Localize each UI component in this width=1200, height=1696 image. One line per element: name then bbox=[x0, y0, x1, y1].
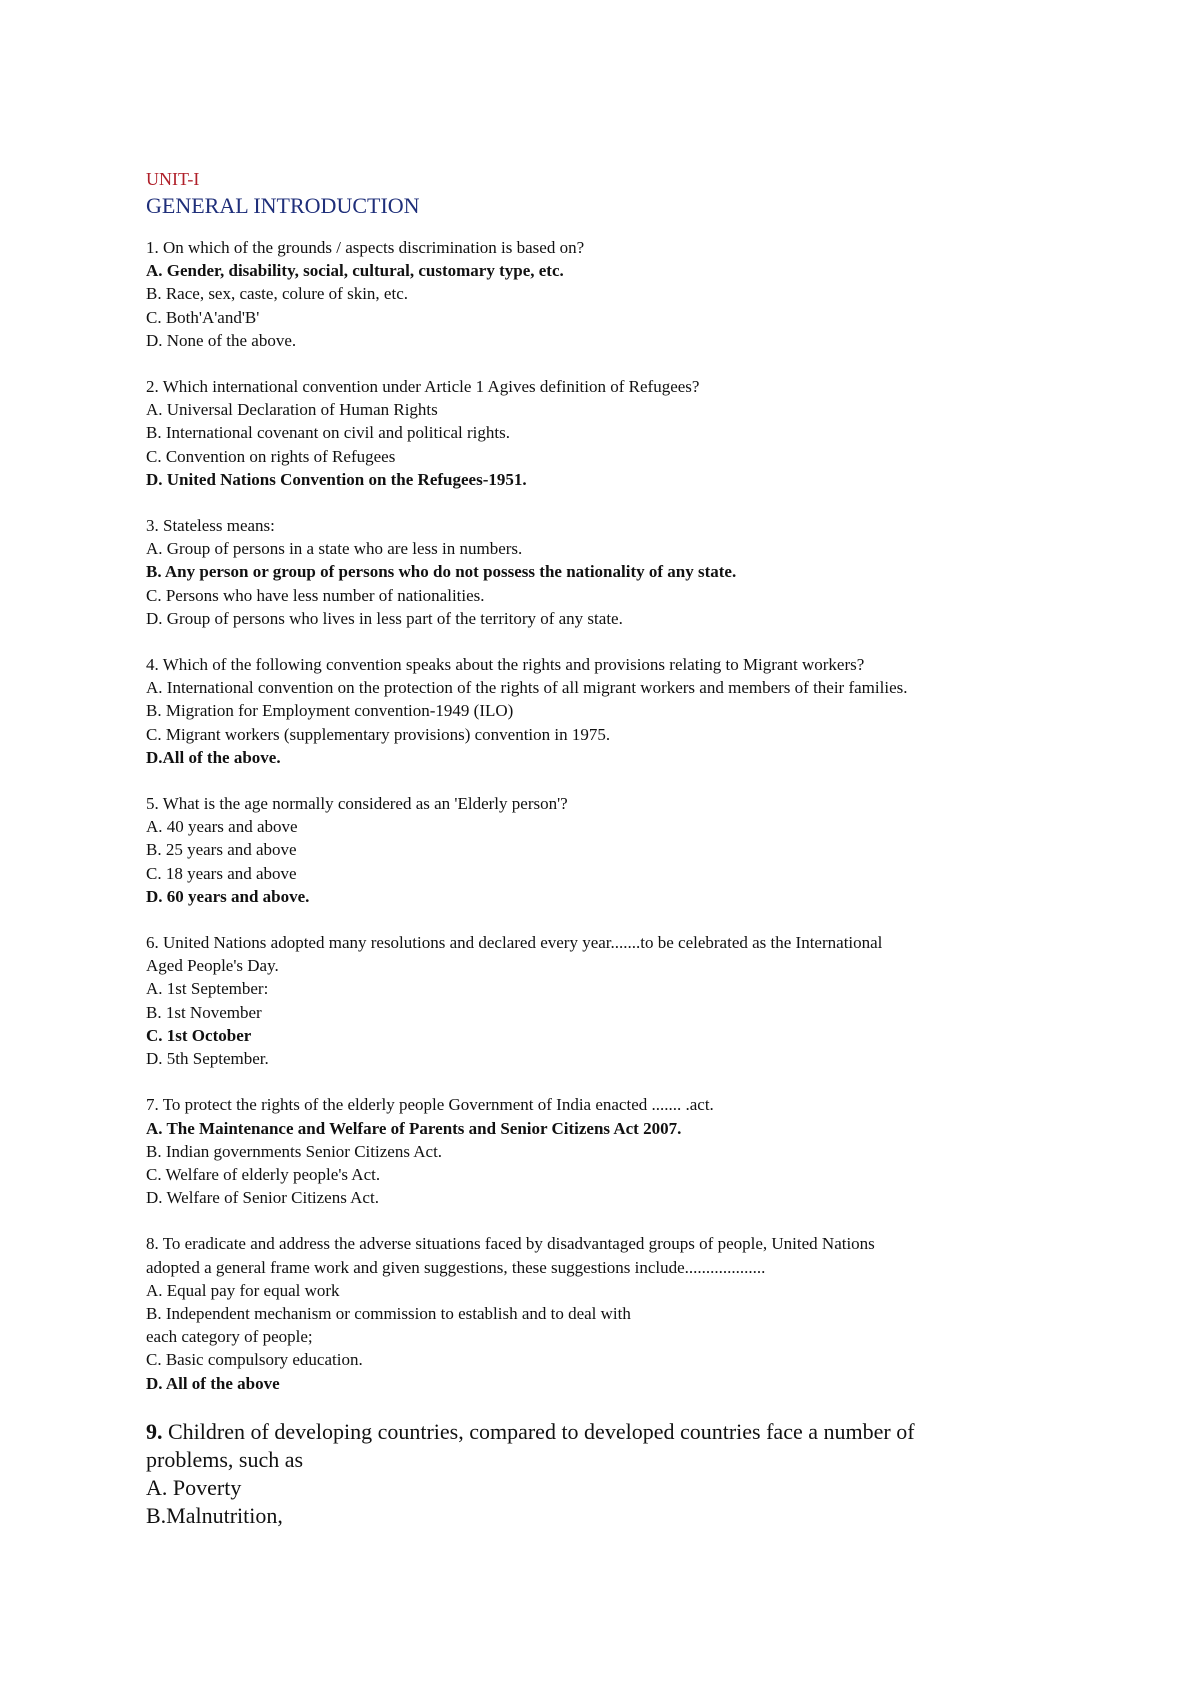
question-block bbox=[146, 514, 1146, 630]
answer-option: C. Convention on rights of Refugees bbox=[146, 446, 396, 466]
answer-option: D. Group of persons who lives in less part of the territory of any state. bbox=[146, 608, 623, 628]
answer-option: A. International convention on the protection of the rights of all migrant workers and members of their families. bbox=[146, 678, 908, 698]
answer-option: C. Both'A'and'B' bbox=[146, 307, 260, 327]
answer-option: A. Universal Declaration of Human Rights bbox=[146, 400, 438, 420]
answer-option: C. Persons who have less number of nationalities. bbox=[146, 585, 485, 605]
question-text: 6. United Nations adopted many resolutions and declared every year.......to be celebrated as the International bbox=[146, 933, 883, 953]
question-text-continued: problems, such as bbox=[146, 1446, 304, 1472]
question-block bbox=[146, 792, 1146, 908]
answer-option: A. Equal pay for equal work bbox=[146, 1280, 340, 1300]
question-block bbox=[146, 1232, 1146, 1394]
answer-option: A. Poverty bbox=[146, 1474, 242, 1500]
answer-option-correct: D.All of the above. bbox=[146, 747, 281, 767]
answer-option-correct: D. All of the above bbox=[146, 1373, 280, 1393]
document-content bbox=[146, 168, 1146, 1553]
answer-option: D. Welfare of Senior Citizens Act. bbox=[146, 1188, 379, 1208]
question-block bbox=[146, 1418, 1146, 1530]
answer-option: B. Race, sex, caste, colure of skin, etc. bbox=[146, 284, 408, 304]
question-block bbox=[146, 236, 1146, 352]
answer-option-correct: B. Any person or group of persons who do not possess the nationality of any state. bbox=[146, 562, 737, 582]
answer-option-correct: C. 1st October bbox=[146, 1025, 252, 1045]
answer-option: B. International covenant on civil and political rights. bbox=[146, 423, 510, 443]
question-block bbox=[146, 1093, 1146, 1209]
answer-option: B. 25 years and above bbox=[146, 840, 297, 860]
question-block bbox=[146, 653, 1146, 769]
answer-option-correct: D. United Nations Convention on the Refugees-1951. bbox=[146, 469, 527, 489]
question-text bbox=[146, 1418, 1146, 1446]
question-text: 7. To protect the rights of the elderly people Government of India enacted ....... .act. bbox=[146, 1095, 714, 1115]
answer-option: A. 40 years and above bbox=[146, 817, 298, 837]
question-text-continued: adopted a general frame work and given suggestions, these suggestions include................... bbox=[146, 1257, 766, 1277]
answer-option: C. Welfare of elderly people's Act. bbox=[146, 1164, 381, 1184]
question-text: 8. To eradicate and address the adverse situations faced by disadvantaged groups of people, United Nations bbox=[146, 1234, 875, 1254]
answer-option: D. 5th September. bbox=[146, 1049, 269, 1069]
answer-option-continued: each category of people; bbox=[146, 1327, 313, 1347]
answer-option: B. 1st November bbox=[146, 1002, 262, 1022]
answer-option: B.Malnutrition, bbox=[146, 1502, 283, 1528]
answer-option-correct: A. Gender, disability, social, cultural, customary type, etc. bbox=[146, 261, 564, 281]
answer-option: C. Migrant workers (supplementary provisions) convention in 1975. bbox=[146, 724, 611, 744]
answer-option: B. Independent mechanism or commission to establish and to deal with bbox=[146, 1303, 631, 1323]
answer-option-correct: A. The Maintenance and Welfare of Parents and Senior Citizens Act 2007. bbox=[146, 1118, 682, 1138]
page-title: GENERAL INTRODUCTION bbox=[146, 193, 420, 218]
question-text: 1. On which of the grounds / aspects discrimination is based on? bbox=[146, 238, 585, 257]
answer-option: D. None of the above. bbox=[146, 330, 297, 350]
question-text-continued: Aged People's Day. bbox=[146, 956, 279, 976]
question-text: 4. Which of the following convention speaks about the rights and provisions relating to Migrant workers? bbox=[146, 655, 865, 675]
answer-option: C. 18 years and above bbox=[146, 863, 297, 883]
question-text: 5. What is the age normally considered as an 'Elderly person'? bbox=[146, 794, 568, 814]
answer-option: A. 1st September: bbox=[146, 979, 269, 999]
answer-option: C. Basic compulsory education. bbox=[146, 1350, 363, 1370]
question-block bbox=[146, 931, 1146, 1070]
question-text: 3. Stateless means: bbox=[146, 516, 275, 536]
answer-option: A. Group of persons in a state who are less in numbers. bbox=[146, 539, 523, 559]
question-block bbox=[146, 375, 1146, 491]
answer-option-correct: D. 60 years and above. bbox=[146, 886, 310, 906]
question-text: 2. Which international convention under Article 1 Agives definition of Refugees? bbox=[146, 377, 700, 397]
unit-label: UNIT-I bbox=[146, 169, 200, 189]
answer-option: B. Migration for Employment convention-1949 (ILO) bbox=[146, 701, 514, 721]
question-number: 9. bbox=[146, 1418, 163, 1444]
answer-option: B. Indian governments Senior Citizens Act. bbox=[146, 1141, 443, 1161]
question-body: Children of developing countries, compared to developed countries face a number of bbox=[162, 1418, 915, 1444]
